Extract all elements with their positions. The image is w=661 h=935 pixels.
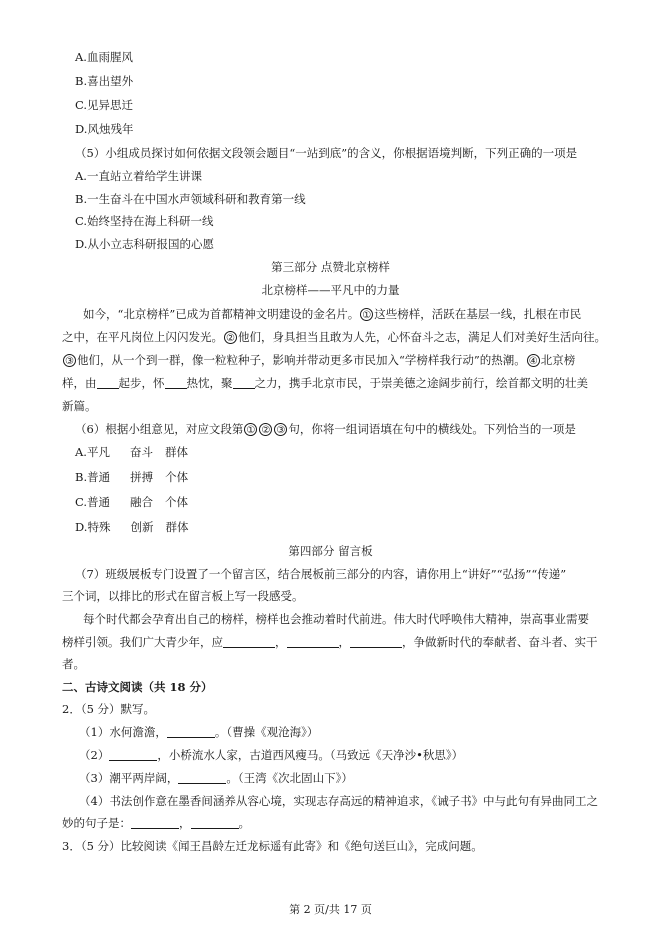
part3-line-1: 如今，“北京榜样”已成为首都精神文明建设的金名片。 ① 这些榜样，活跃在基层一线，扎根在市民 bbox=[83, 307, 582, 321]
blank-l5a[interactable] bbox=[131, 817, 179, 829]
q2-line-2: （2） ，小桥流水人家，古道西风瘦马。（马致远《天净沙•秋思》） bbox=[79, 748, 464, 762]
circled-number-2: ② bbox=[224, 331, 237, 344]
q5-option-b: B.一生奋斗在中国水声领域科研和教育第一线 bbox=[75, 192, 306, 206]
q2-stem: 2．（5 分）默写。 bbox=[62, 702, 156, 716]
blank-3[interactable] bbox=[233, 377, 255, 389]
blank-l5b[interactable] bbox=[191, 817, 239, 829]
q4-option-b: B.喜出望外 bbox=[75, 74, 134, 88]
blank-jianghao[interactable] bbox=[223, 636, 275, 648]
part4-text-1: 每个时代都会孕育出自己的榜样，榜样也会推动着时代前进。伟大时代呼唤伟大精神，崇高事业需要 bbox=[83, 612, 589, 626]
part3-line-3: ③ 他们，从一个到一群，像一粒粒种子，影响并带动更多市民加入“学榜样我行动”的热潮。 ④ 北京榜 bbox=[62, 352, 575, 368]
q5-option-c: C.始终坚持在海上科研一线 bbox=[75, 214, 214, 228]
blank-l2[interactable] bbox=[109, 749, 157, 761]
q6-stem: （6）根据小组意见，对应文段第 ① ② ③ 句，你将一组词语填在句中的横线处。下列恰当的一项是 bbox=[75, 422, 576, 436]
q2-line-4: （4）书法创作意在墨香间涵养从容心境，实现志存高远的精神追求，《诫子书》中与此句有异曲同工之 bbox=[79, 794, 599, 808]
q2-line-3: （3）潮平两岸阔， 。（王湾《次北固山下》） bbox=[79, 771, 353, 785]
q7-line-1: （7）班级展板专门设置了一个留言区，结合展板前三部分的内容，请你用上“讲好”“弘扬”“传递” bbox=[75, 567, 567, 581]
q7-line-2: 三个词，以排比的形式在留言板上写一段感受。 bbox=[62, 589, 304, 603]
part4-text-2: 榜样引领。我们广大青少年，应 ， ， ，争做新时代的奉献者、奋斗者、实干 bbox=[62, 635, 598, 649]
q4-option-a: A.血雨腥风 bbox=[75, 50, 133, 64]
part3-title: 北京榜样——平凡中的力量 bbox=[261, 283, 400, 297]
q6-option-c: C.普通 融合 个体 bbox=[75, 495, 189, 509]
circled-number-3: ③ bbox=[63, 354, 76, 367]
q6-option-d: D.特殊 创新 群体 bbox=[75, 520, 189, 534]
circled-number-4: ④ bbox=[527, 354, 540, 367]
blank-2[interactable] bbox=[165, 377, 187, 389]
part3-line-4: 样，由 起步，怀 热忱，聚 之力，携手北京市民，于崇美德之途阔步前行，绘首都文明的壮美 bbox=[62, 376, 588, 390]
section2-heading: 二、古诗文阅读（共 18 分） bbox=[62, 680, 213, 694]
blank-hongyang[interactable] bbox=[287, 636, 339, 648]
q6-option-b: B.普通 拼搏 个体 bbox=[75, 470, 189, 484]
part4-heading: 第四部分 留言板 bbox=[288, 544, 373, 558]
q5-option-a: A.一直站立着给学生讲课 bbox=[75, 169, 202, 183]
blank-l3[interactable] bbox=[178, 772, 226, 784]
q2-line-1: （1）水何澹澹， 。（曹操《观沧海》） bbox=[79, 725, 319, 739]
q4-option-c: C.见异思迁 bbox=[75, 98, 134, 112]
blank-chuandi[interactable] bbox=[350, 636, 402, 648]
q4-option-d: D.风烛残年 bbox=[75, 122, 134, 136]
q3-stem: 3．（5 分）比较阅读《闻王昌龄左迁龙标遥有此寄》和《绝句送巨山》，完成问题。 bbox=[62, 839, 483, 853]
part4-text-3: 者。 bbox=[62, 657, 85, 671]
q2-line-5: 妙的句子是： ， 。 bbox=[62, 816, 250, 830]
part3-heading: 第三部分 点赞北京榜样 bbox=[271, 260, 390, 274]
q5-stem: （5）小组成员探讨如何依据文段领会题目“一站到底”的含义，你根据语境判断，下列正确的一项是 bbox=[75, 146, 578, 160]
q6-option-a: A.平凡 奋斗 群体 bbox=[75, 445, 188, 459]
part3-line-2: 之中，在平凡岗位上闪闪发光。 ② 他们，身具担当且敢为人先，心怀奋斗之志，满足人们对美好生活向往。 bbox=[62, 330, 606, 344]
q5-option-d: D.从小立志科研报国的心愿 bbox=[75, 237, 214, 251]
part3-line-5: 新篇。 bbox=[62, 399, 97, 413]
page-footer: 第 2 页/共 17 页 bbox=[289, 903, 372, 916]
circled-number-1: ① bbox=[360, 308, 373, 321]
blank-1[interactable] bbox=[97, 377, 119, 389]
blank-l1[interactable] bbox=[167, 726, 215, 738]
